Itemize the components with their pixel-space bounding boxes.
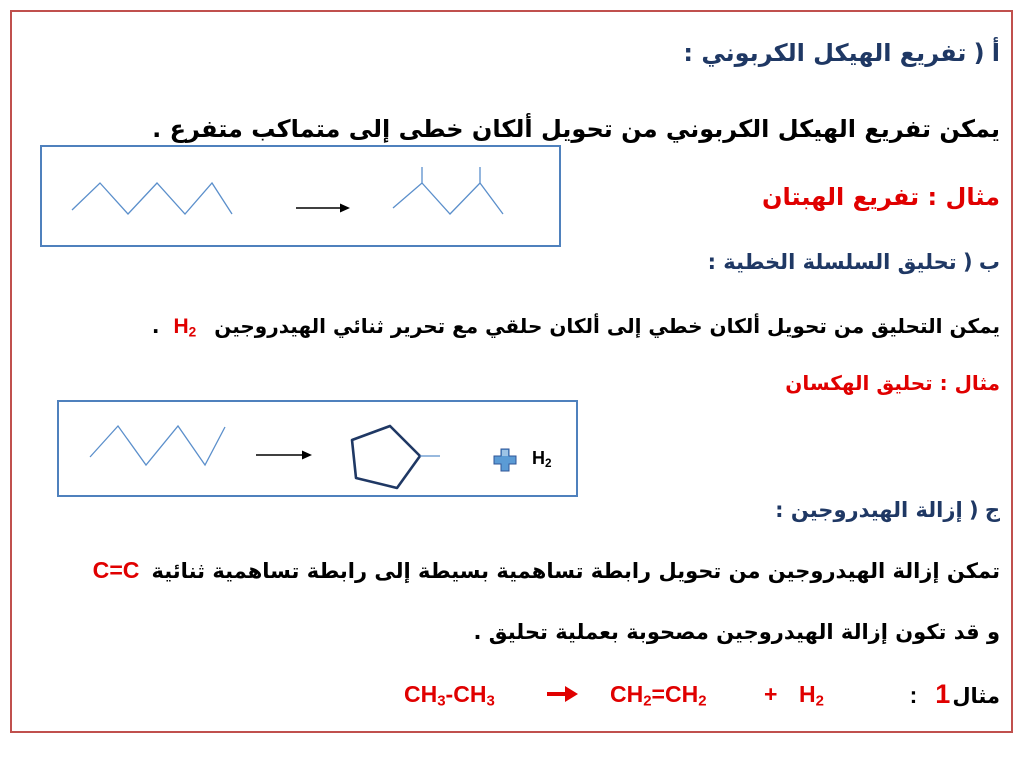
cyclization-example-box	[58, 401, 577, 496]
example-colon: :	[909, 682, 918, 708]
formula-subscript: 2	[698, 692, 707, 710]
section-paren: )	[968, 498, 979, 522]
section-letter: أ	[991, 39, 1000, 67]
section-a-example-title: مثال : تفريع الهبتان	[762, 183, 1000, 211]
section-title: تحليق السلسلة الخطية :	[707, 250, 957, 274]
formula-text: H	[173, 315, 189, 338]
section-b-body	[35, 309, 1000, 343]
formula-subscript: 3	[437, 692, 446, 710]
section-c-heading	[480, 493, 1000, 527]
section-c-body-line-1	[15, 553, 1000, 587]
formula-subscript: 2	[545, 456, 552, 470]
heavy-arrow-right-icon	[547, 684, 579, 704]
plus-icon	[494, 449, 516, 471]
formula-subscript: 3	[486, 692, 495, 710]
arrow-right-icon	[256, 451, 312, 460]
methylcyclopentane-skeleton	[352, 426, 440, 488]
formula-text: CH	[610, 681, 644, 707]
section-paren: )	[973, 39, 985, 67]
branching-example-box	[41, 146, 560, 246]
section-letter: ب	[978, 250, 1000, 274]
section-paren: )	[962, 250, 973, 274]
body-text: تمكن إزالة الهيدروجين من تحويل رابطة تساهمية بسيطة إلى رابطة تساهمية ثنائية	[151, 559, 1000, 583]
section-a-heading	[480, 34, 1000, 72]
linear-hexane-skeleton	[90, 426, 225, 465]
example-1-label	[910, 676, 1000, 712]
section-letter: ج	[984, 498, 1000, 522]
product-2-formula	[799, 677, 824, 711]
section-c-body-line-2: و قد تكون إزالة الهيدروجين مصحوبة بعملية تحليق .	[473, 620, 1000, 644]
linear-alkane-skeleton	[72, 183, 232, 214]
reactant-formula	[404, 677, 495, 711]
example-number: 1	[935, 679, 951, 709]
section-title: إزالة الهيدروجين :	[775, 498, 963, 522]
formula-text: CH	[404, 681, 438, 707]
plus-sign: +	[764, 681, 778, 707]
section-a-body: يمكن تفريع الهيكل الكربوني من تحويل ألكان خطى إلى متماكب متفرع .	[152, 115, 1000, 143]
sentence-period: .	[151, 314, 160, 338]
body-text: يمكن التحليق من تحويل ألكان خطي إلى ألكان حلقي مع تحرير ثنائي الهيدروجين	[214, 314, 1000, 338]
section-title: تفريع الهيكل الكربوني :	[683, 39, 967, 67]
hydrogen-formula	[173, 310, 196, 343]
section-b-example-title: مثال : تحليق الهكسان	[785, 371, 1000, 395]
formula-text: -CH	[445, 681, 487, 707]
formula-text: H	[799, 681, 816, 707]
product-1-formula	[610, 677, 707, 711]
byproduct-hydrogen	[532, 444, 552, 472]
formula-text: =CH	[651, 681, 699, 707]
formula-subscript: 2	[188, 324, 197, 340]
double-bond-label: C=C	[92, 557, 140, 583]
formula-text: H	[532, 448, 545, 468]
arrow-right-icon	[296, 204, 350, 213]
branched-isomer-skeleton	[393, 167, 503, 214]
section-b-heading	[480, 245, 1000, 279]
example-word: مثال	[952, 684, 1000, 708]
formula-subscript: 2	[643, 692, 652, 710]
formula-subscript: 2	[815, 692, 824, 710]
